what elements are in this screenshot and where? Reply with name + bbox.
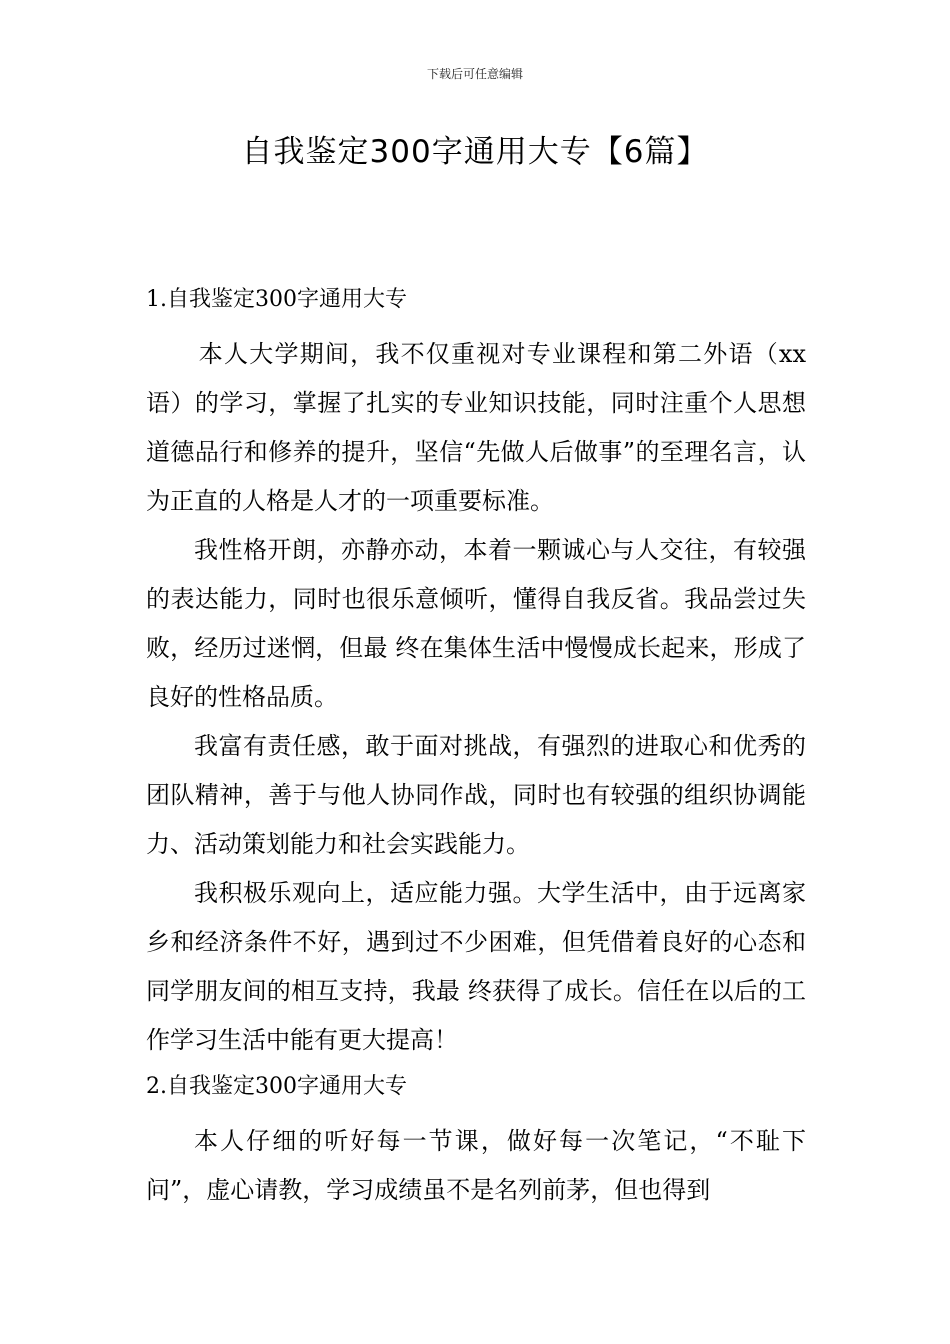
paragraph: 我性格开朗，亦静亦动，本着一颗诚心与人交往，有较强的表达能力，同时也很乐意倾听，懂得自我反省。我品尝过失败，经历过迷惘，但最 终在集体生活中慢慢成长起来，形成了良好的性格品质。 [146,536,806,711]
document-title: 自我鉴定300字通用大专【6篇】 [241,134,709,170]
paragraph: 我积极乐观向上，适应能力强。大学生活中，由于远离家乡和经济条件不好，遇到过不少困难，但凭借着良好的心态和同学朋友间的相互支持，我最 终获得了成长。信任在以后的工作学习生活中能有更大提高！ [146,879,806,1054]
section-2 [146,1069,806,1215]
header-note: 下载后可任意编辑 [426,67,523,81]
section-heading: 2.自我鉴定300字通用大专 [146,1074,407,1099]
section-heading: 1.自我鉴定300字通用大专 [146,287,407,312]
document-body [146,282,806,1215]
paragraph: 本人仔细的听好每一节课，做好每一次笔记，“不耻下问”，虚心请教，学习成绩虽不是名列前茅，但也得到 [146,1127,806,1204]
section-1 [146,282,806,1065]
paragraph: 本人大学期间，我不仅重视对专业课程和第二外语（xx语）的学习，掌握了扎实的专业知识技能，同时注重个人思想道德品行和修养的提升，坚信“先做人后做事”的至理名言，认为正直的人格是人才的一项重要标准。 [146,340,806,515]
paragraph: 我富有责任感，敢于面对挑战，有强烈的进取心和优秀的团队精神，善于与他人协同作战，同时也有较强的组织协调能力、活动策划能力和社会实践能力。 [146,732,806,858]
